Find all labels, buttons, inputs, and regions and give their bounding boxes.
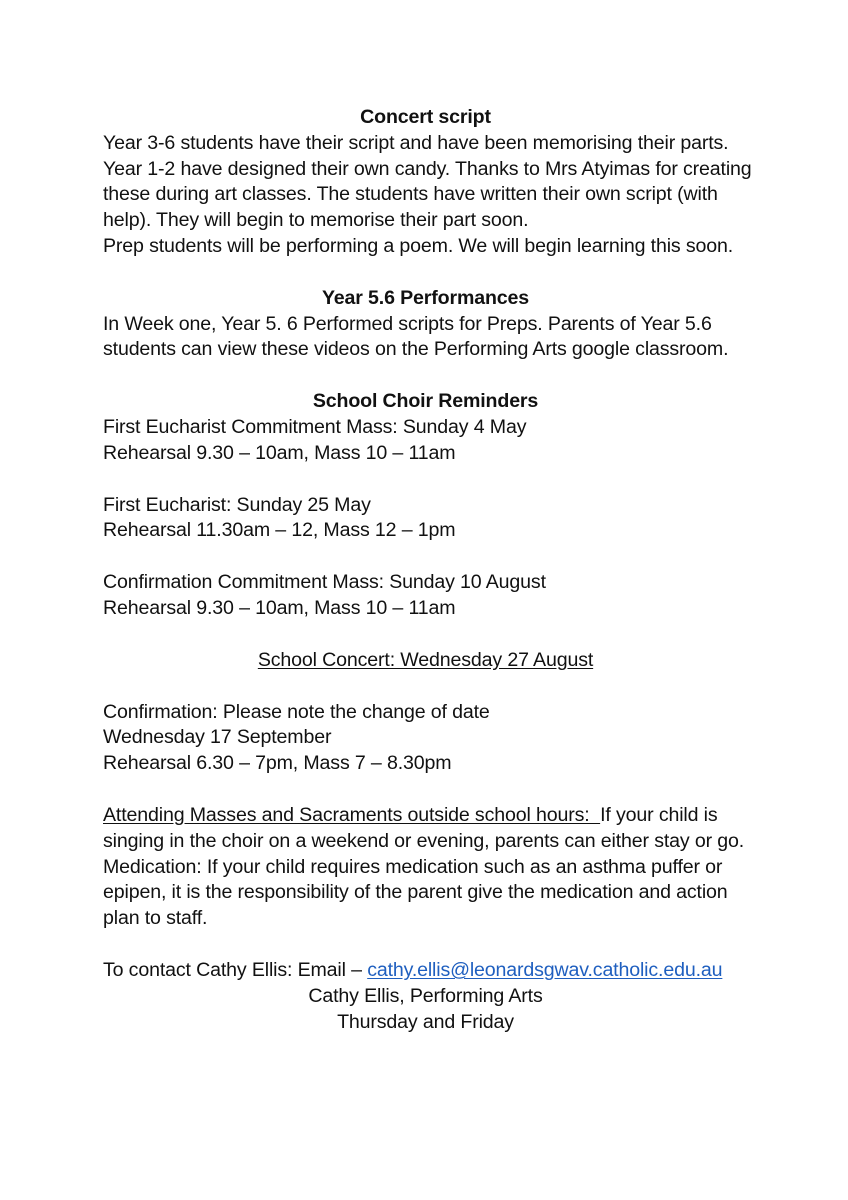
concert-script-line: these during art classes. The students have written their own script (with (103, 183, 718, 206)
confirmation-date: Wednesday 17 September (103, 726, 332, 749)
choir-event-title: First Eucharist Commitment Mass: Sunday 4 May (103, 415, 527, 438)
choir-event-title: Confirmation Commitment Mass: Sunday 10 August (103, 571, 546, 594)
spacer (103, 932, 748, 958)
contact-name: Cathy Ellis, Performing Arts (308, 984, 543, 1007)
spacer (103, 467, 748, 493)
medication-line: Medication: If your child requires medication such as an asthma puffer or (103, 855, 723, 878)
spacer (103, 260, 748, 286)
attending-text: If your child is (600, 803, 718, 826)
medication-line: epipen, it is the responsibility of the parent give the medication and action (103, 881, 728, 904)
spacer (103, 674, 748, 700)
concert-script-line: Year 1-2 have designed their own candy. Thanks to Mrs Atyimas for creating (103, 157, 752, 180)
performances-heading: Year 5.6 Performances (321, 286, 530, 309)
spacer (103, 777, 748, 803)
school-concert-text: School Concert: Wednesday 27 August (257, 648, 594, 671)
performances-line: students can view these videos on the Performing Arts google classroom. (103, 338, 729, 361)
confirmation-line: Confirmation: Please note the change of date (103, 700, 490, 723)
attending-line: singing in the choir on a weekend or evening, parents can either stay or go. (103, 829, 745, 852)
choir-event-detail: Rehearsal 9.30 – 10am, Mass 10 – 11am (103, 441, 456, 464)
choir-event-detail: Rehearsal 9.30 – 10am, Mass 10 – 11am (103, 596, 456, 619)
spacer (103, 544, 748, 570)
medication-line: plan to staff. (103, 907, 208, 930)
spacer (103, 622, 748, 648)
concert-script-line: Prep students will be performing a poem. We will begin learning this soon. (103, 234, 734, 257)
school-concert-line (103, 648, 748, 674)
newsletter-page (103, 105, 752, 1035)
contact-prefix: To contact Cathy Ellis: Email – (103, 958, 368, 981)
concert-script-line: Year 3-6 students have their script and have been memorising their parts. (103, 131, 729, 154)
concert-script-heading: Concert script (360, 106, 491, 128)
choir-event-title: First Eucharist: Sunday 25 May (103, 493, 371, 516)
contact-line (103, 958, 748, 984)
attending-heading: Attending Masses and Sacraments outside school hours: (103, 803, 601, 826)
attending-line (103, 803, 748, 829)
choir-event-detail: Rehearsal 11.30am – 12, Mass 12 – 1pm (103, 519, 456, 542)
contact-days: Thursday and Friday (337, 1010, 514, 1033)
concert-script-line: help). They will begin to memorise their part soon. (103, 209, 529, 232)
confirmation-rehearsal: Rehearsal 6.30 – 7pm, Mass 7 – 8.30pm (103, 752, 452, 775)
performances-line: In Week one, Year 5. 6 Performed scripts for Preps. Parents of Year 5.6 (103, 312, 712, 335)
choir-heading: School Choir Reminders (312, 390, 539, 413)
email-link[interactable]: cathy.ellis@leonardsgwav.catholic.edu.au (367, 958, 723, 981)
spacer (103, 363, 748, 389)
